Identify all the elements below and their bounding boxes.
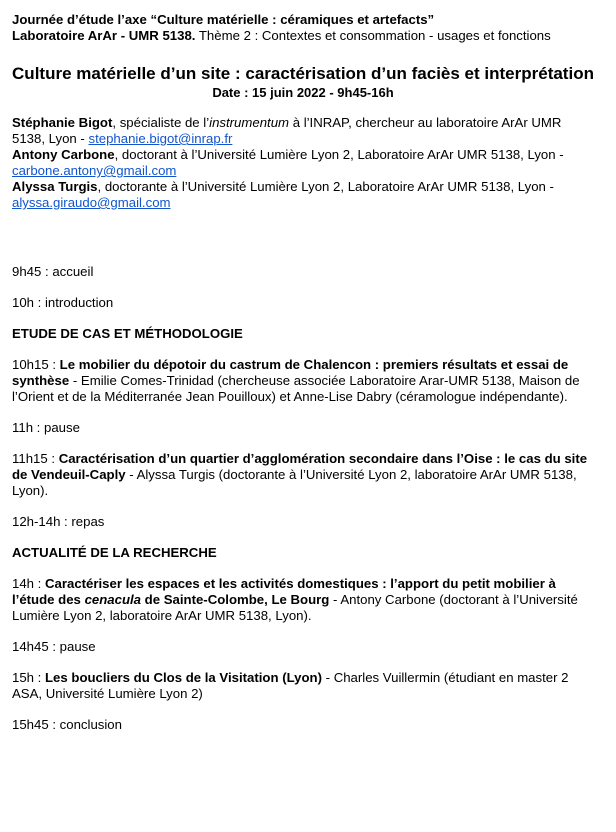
talk-title: Les boucliers du Clos de la Visitation (Lyon) bbox=[45, 670, 322, 685]
organizer-desc-italic: instrumentum bbox=[209, 115, 290, 130]
schedule-intro: 10h : introduction bbox=[12, 295, 114, 310]
section-heading: ETUDE DE CAS ET MÉTHODOLOGIE bbox=[12, 326, 243, 341]
talk-speakers: - Antony Carbone (doctorant à l’Université Lumière Lyon 2, laboratoire ArAr UMR 5138, Lyon). bbox=[12, 592, 578, 623]
schedule-pause: 11h : pause bbox=[12, 420, 80, 435]
schedule-talk bbox=[12, 357, 594, 405]
talk-time: 11h15 : bbox=[12, 451, 59, 466]
talk-title-italic: cenacula bbox=[84, 592, 142, 607]
talk-title-part: Caractériser les espaces et les activités domestiques : l’apport du petit mobilier à l’étude des bbox=[12, 576, 556, 607]
talk-speakers: - Charles Vuillermin (étudiant en master 2 ASA, Université Lumière Lyon 2) bbox=[12, 670, 569, 701]
talk-time: 10h15 : bbox=[12, 357, 60, 372]
organizer-desc: , spécialiste de l’ bbox=[112, 115, 210, 130]
organizer-name: Stéphanie Bigot bbox=[12, 115, 113, 130]
schedule-talk bbox=[12, 670, 594, 702]
talk-time: 15h : bbox=[12, 670, 45, 685]
organizer-name: Antony Carbone bbox=[12, 147, 115, 162]
theme-text: Thème 2 : Contextes et consommation - usages et fonctions bbox=[195, 28, 551, 43]
talk-time: 14h : bbox=[12, 576, 45, 591]
page-title: Culture matérielle d’un site : caractérisation d’un faciès et interprétation bbox=[12, 64, 594, 83]
lab-name: Laboratoire ArAr - UMR 5138. bbox=[12, 28, 196, 43]
organizer-email-link[interactable]: alyssa.giraudo@gmail.com bbox=[12, 195, 171, 210]
organizer-name: Alyssa Turgis bbox=[12, 179, 98, 194]
event-line: Journée d’étude l’axe “Culture matérielle : céramiques et artefacts” bbox=[12, 12, 435, 27]
schedule-lunch: 12h-14h : repas bbox=[12, 514, 105, 529]
section-heading: ACTUALITÉ DE LA RECHERCHE bbox=[12, 545, 217, 560]
talk-title-part: de Sainte-Colombe, Le Bourg bbox=[141, 592, 330, 607]
schedule-conclusion: 15h45 : conclusion bbox=[12, 717, 122, 732]
event-header bbox=[12, 12, 594, 44]
schedule-talk bbox=[12, 451, 594, 499]
organizers-block bbox=[12, 115, 594, 211]
talk-speakers: - Emilie Comes-Trinidad (chercheuse associée Laboratoire Arar-UMR 5138, Maison de l’Orient et de la Méditerranée Jean Pouilloux) et Anne-Lise Dabry (céramologue indépendante). bbox=[12, 373, 580, 404]
spacer bbox=[12, 211, 594, 264]
organizer-desc: à l’INRAP, chercheur au laboratoire ArAr UMR 5138, Lyon - bbox=[12, 115, 562, 146]
organizer-desc: , doctorant à l’Université Lumière Lyon 2, Laboratoire ArAr UMR 5138, Lyon - bbox=[114, 147, 564, 162]
organizer-email-link[interactable]: stephanie.bigot@inrap.fr bbox=[88, 131, 233, 146]
schedule-welcome: 9h45 : accueil bbox=[12, 264, 94, 279]
schedule-talk bbox=[12, 576, 594, 624]
organizer-email-link[interactable]: carbone.antony@gmail.com bbox=[12, 163, 177, 178]
schedule-pause: 14h45 : pause bbox=[12, 639, 96, 654]
talk-speakers: - Alyssa Turgis (doctorante à l’Université Lyon 2, laboratoire ArAr UMR 5138, Lyon). bbox=[12, 467, 577, 498]
talk-title: Le mobilier du dépotoir du castrum de Chalencon : premiers résultats et essai de synthèse bbox=[12, 357, 569, 388]
organizer-desc: , doctorante à l’Université Lumière Lyon 2, Laboratoire ArAr UMR 5138, Lyon - bbox=[97, 179, 554, 194]
talk-title: Caractérisation d’un quartier d’agglomération secondaire dans l’Oise : le cas du site de Vendeuil-Caply bbox=[12, 451, 588, 482]
document-page bbox=[12, 12, 594, 733]
event-date: Date : 15 juin 2022 - 9h45-16h bbox=[212, 85, 394, 100]
